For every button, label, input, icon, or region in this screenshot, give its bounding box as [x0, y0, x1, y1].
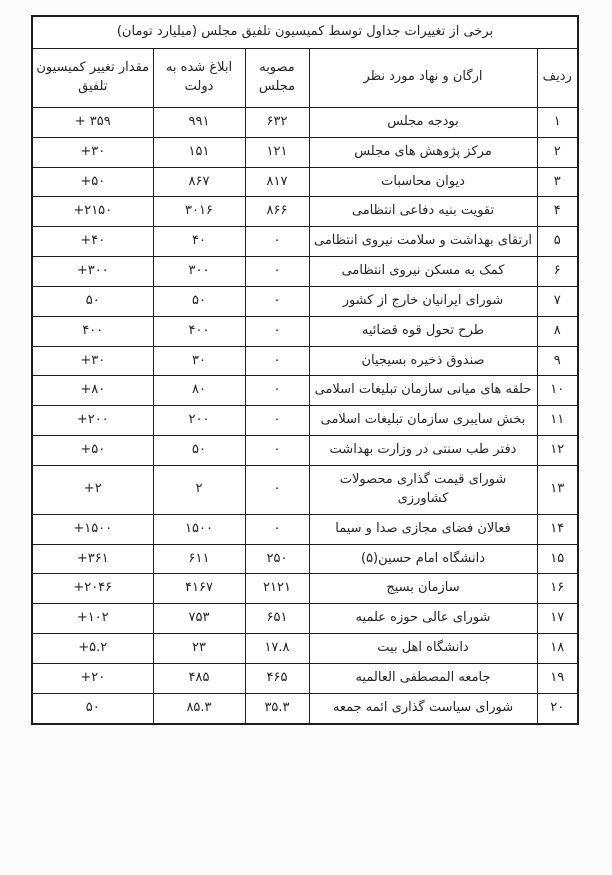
cell-organization: جامعه المصطفی العالمیه [309, 663, 537, 693]
cell-organization: حلقه های میانی سازمان تبلیغات اسلامی [309, 376, 537, 406]
table-row [32, 167, 578, 197]
cell-communicated-to-government: ۲ [153, 465, 245, 514]
cell-row-number: ۲۰ [537, 693, 578, 723]
cell-row-number: ۱۳ [537, 465, 578, 514]
cell-row-number: ۱۸ [537, 634, 578, 664]
cell-row-number: ۱۴ [537, 514, 578, 544]
cell-parliament-approval: ۰ [245, 406, 309, 436]
cell-communicated-to-government: ۸۶۷ [153, 167, 245, 197]
cell-communicated-to-government: ۵۰ [153, 286, 245, 316]
table-row [32, 634, 578, 664]
cell-organization: تقویت بنیه دفاعی انتظامی [309, 197, 537, 227]
table-title-row [32, 16, 578, 48]
table-row [32, 227, 578, 257]
cell-row-number: ۹ [537, 346, 578, 376]
cell-parliament-approval: ۰ [245, 227, 309, 257]
cell-row-number: ۱۰ [537, 376, 578, 406]
table-row [32, 346, 578, 376]
cell-parliament-approval: ۸۱۷ [245, 167, 309, 197]
cell-consolidation-change: +۵۰ [32, 167, 153, 197]
cell-parliament-approval: ۰ [245, 436, 309, 466]
cell-row-number: ۱۵ [537, 544, 578, 574]
cell-row-number: ۱۷ [537, 604, 578, 634]
cell-organization: ارتقای بهداشت و سلامت نیروی انتظامی [309, 227, 537, 257]
cell-organization: کمک به مسکن نیروی انتظامی [309, 257, 537, 287]
cell-parliament-approval: ۰ [245, 257, 309, 287]
cell-consolidation-change: +۲۱۵۰ [32, 197, 153, 227]
table-row [32, 197, 578, 227]
cell-consolidation-change: +۴۰ [32, 227, 153, 257]
table-head [32, 16, 578, 107]
cell-organization: سازمان بسیج [309, 574, 537, 604]
table-row [32, 406, 578, 436]
cell-organization: شورای عالی حوزه علمیه [309, 604, 537, 634]
table-row [32, 544, 578, 574]
cell-consolidation-change: ۵۰ [32, 286, 153, 316]
cell-communicated-to-government: ۵۰ [153, 436, 245, 466]
cell-consolidation-change: +۲۰ [32, 663, 153, 693]
cell-parliament-approval: ۲۱۲۱ [245, 574, 309, 604]
cell-consolidation-change: ۵۰ [32, 693, 153, 723]
cell-organization: شورای قیمت گذاری محصولات کشاورزی [309, 465, 537, 514]
cell-parliament-approval: ۰ [245, 286, 309, 316]
cell-communicated-to-government: ۴۸۵ [153, 663, 245, 693]
cell-communicated-to-government: ۴۰۰ [153, 316, 245, 346]
cell-row-number: ۸ [537, 316, 578, 346]
cell-communicated-to-government: ۴۰ [153, 227, 245, 257]
col-header-consolidation-change: مقدار تغییر کمیسیون تلفیق [32, 48, 153, 107]
table-row [32, 465, 578, 514]
cell-consolidation-change: +۸۰ [32, 376, 153, 406]
cell-communicated-to-government: ۱۵۰۰ [153, 514, 245, 544]
table-row [32, 436, 578, 466]
cell-communicated-to-government: ۹۹۱ [153, 107, 245, 137]
cell-communicated-to-government: ۸۵.۳ [153, 693, 245, 723]
cell-parliament-approval: ۴۶۵ [245, 663, 309, 693]
table-row [32, 107, 578, 137]
cell-row-number: ۱۱ [537, 406, 578, 436]
table-row [32, 663, 578, 693]
cell-parliament-approval: ۱۲۱ [245, 137, 309, 167]
col-header-organization: ارگان و نهاد مورد نظر [309, 48, 537, 107]
cell-row-number: ۲ [537, 137, 578, 167]
cell-communicated-to-government: ۴۱۶۷ [153, 574, 245, 604]
cell-communicated-to-government: ۲۰۰ [153, 406, 245, 436]
cell-row-number: ۵ [537, 227, 578, 257]
cell-consolidation-change: +۱۰۲ [32, 604, 153, 634]
col-header-communicated-to-government: ابلاغ شده به دولت [153, 48, 245, 107]
cell-communicated-to-government: ۳۰ [153, 346, 245, 376]
cell-organization: بودجه مجلس [309, 107, 537, 137]
cell-organization: طرح تحول قوه قضائیه [309, 316, 537, 346]
table-row [32, 316, 578, 346]
cell-organization: دفتر طب سنتی در وزارت بهداشت [309, 436, 537, 466]
cell-row-number: ۱۲ [537, 436, 578, 466]
table-row [32, 693, 578, 723]
cell-row-number: ۱ [537, 107, 578, 137]
table-row [32, 574, 578, 604]
cell-consolidation-change: +۲ [32, 465, 153, 514]
cell-communicated-to-government: ۶۱۱ [153, 544, 245, 574]
cell-parliament-approval: ۰ [245, 376, 309, 406]
cell-organization: بخش سایبری سازمان تبلیغات اسلامی [309, 406, 537, 436]
cell-parliament-approval: ۳۵.۳ [245, 693, 309, 723]
table-row [32, 514, 578, 544]
cell-consolidation-change: +۵.۲ [32, 634, 153, 664]
cell-row-number: ۱۶ [537, 574, 578, 604]
cell-consolidation-change: +۳۰ [32, 137, 153, 167]
cell-communicated-to-government: ۲۳ [153, 634, 245, 664]
table-header-row [32, 48, 578, 107]
cell-parliament-approval: ۶۳۲ [245, 107, 309, 137]
cell-row-number: ۷ [537, 286, 578, 316]
cell-consolidation-change: +۱۵۰۰ [32, 514, 153, 544]
col-header-row-number: ردیف [537, 48, 578, 107]
cell-parliament-approval: ۶۵۱ [245, 604, 309, 634]
cell-organization: دانشگاه امام حسین(۵) [309, 544, 537, 574]
cell-consolidation-change: +۵۰ [32, 436, 153, 466]
table-row [32, 604, 578, 634]
cell-consolidation-change: +۳۰۰ [32, 257, 153, 287]
cell-row-number: ۱۹ [537, 663, 578, 693]
table-row [32, 286, 578, 316]
cell-parliament-approval: ۰ [245, 316, 309, 346]
cell-row-number: ۳ [537, 167, 578, 197]
cell-parliament-approval: ۰ [245, 346, 309, 376]
cell-communicated-to-government: ۳۰۰ [153, 257, 245, 287]
table-row [32, 137, 578, 167]
cell-consolidation-change: ۴۰۰ [32, 316, 153, 346]
cell-row-number: ۴ [537, 197, 578, 227]
cell-parliament-approval: ۸۶۶ [245, 197, 309, 227]
cell-consolidation-change: +۲۰۴۶ [32, 574, 153, 604]
cell-organization: شورای ایرانیان خارج از کشور [309, 286, 537, 316]
cell-communicated-to-government: ۸۰ [153, 376, 245, 406]
table-row [32, 257, 578, 287]
cell-organization: دیوان محاسبات [309, 167, 537, 197]
cell-organization: شورای سیاست گذاری ائمه جمعه [309, 693, 537, 723]
table-row [32, 376, 578, 406]
cell-organization: مرکز پژوهش های مجلس [309, 137, 537, 167]
cell-organization: فعالان فضای مجازی صدا و سیما [309, 514, 537, 544]
cell-communicated-to-government: ۳۰۱۶ [153, 197, 245, 227]
cell-row-number: ۶ [537, 257, 578, 287]
cell-parliament-approval: ۰ [245, 514, 309, 544]
table-body [32, 107, 578, 723]
cell-consolidation-change: + ۳۵۹ [32, 107, 153, 137]
cell-parliament-approval: ۱۷.۸ [245, 634, 309, 664]
cell-parliament-approval: ۰ [245, 465, 309, 514]
budget-changes-table [31, 15, 579, 725]
cell-organization: دانشگاه اهل بیت [309, 634, 537, 664]
cell-consolidation-change: +۳۶۱ [32, 544, 153, 574]
cell-consolidation-change: +۳۰ [32, 346, 153, 376]
cell-organization: صندوق ذخیره بسیجیان [309, 346, 537, 376]
cell-consolidation-change: +۲۰۰ [32, 406, 153, 436]
col-header-parliament-approval: مصوبه مجلس [245, 48, 309, 107]
cell-communicated-to-government: ۷۵۳ [153, 604, 245, 634]
cell-communicated-to-government: ۱۵۱ [153, 137, 245, 167]
table-title: برخی از تغییرات جداول توسط کمیسیون تلفیق مجلس (میلیارد تومان) [32, 16, 578, 48]
cell-parliament-approval: ۲۵۰ [245, 544, 309, 574]
